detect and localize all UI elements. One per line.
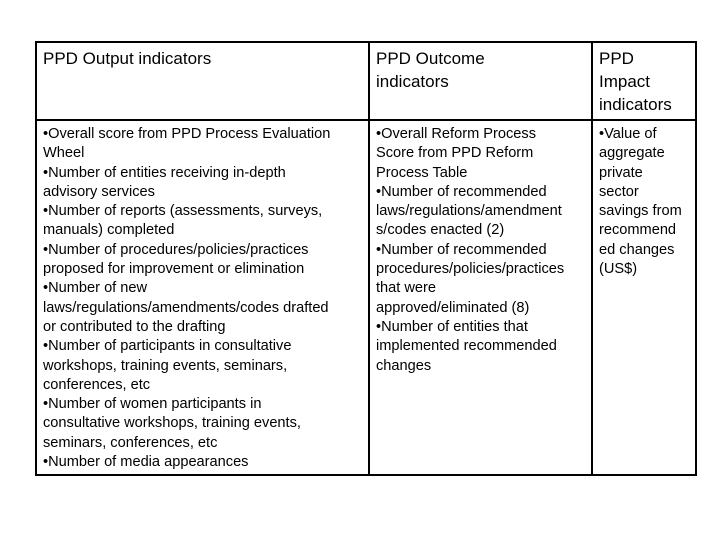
list-line: •Number of entities receiving in-depth (43, 164, 286, 181)
header-output-indicators (36, 42, 369, 120)
header-line: PPD Outcome (376, 49, 485, 68)
list-line: approved/eliminated (8) (376, 299, 530, 316)
list-line: private (599, 164, 643, 181)
list-line: Wheel (43, 145, 85, 162)
list-line: seminars, conferences, etc (43, 434, 218, 451)
table-header-row (36, 42, 696, 120)
list-line: sector (599, 183, 639, 200)
list-line: Process Table (376, 164, 468, 181)
list-line: recommend (599, 222, 677, 239)
list-line: aggregate (599, 145, 665, 162)
list-line: manuals) completed (43, 222, 175, 239)
list-line: •Number of participants in consultative (43, 338, 292, 355)
list-line: •Number of women participants in (43, 396, 262, 413)
list-line: •Number of entities that (376, 318, 528, 335)
list-line: Score from PPD Reform (376, 145, 534, 162)
list-line: •Number of reports (assessments, surveys, (43, 203, 323, 220)
list-line: that were (376, 280, 437, 297)
impact-indicators-list (592, 120, 696, 475)
list-line: •Value of (599, 126, 657, 142)
list-line: conferences, etc (43, 376, 151, 393)
list-line: implemented recommended (376, 338, 557, 355)
list-line: ed changes (599, 241, 675, 258)
list-line: laws/regulations/amendments/codes drafted (43, 299, 329, 316)
header-line: Impact (599, 72, 651, 91)
table-body-row (36, 120, 696, 475)
header-impact-indicators (592, 42, 696, 120)
list-line: changes (376, 357, 432, 374)
header-line: indicators (376, 72, 449, 91)
list-line: •Number of media appearances (43, 454, 249, 471)
list-line: •Number of recommended (376, 241, 547, 258)
outcome-indicators-list (369, 120, 592, 475)
list-line: •Overall score from PPD Process Evaluation (43, 126, 331, 142)
indicators-table (35, 41, 697, 476)
header-outcome-indicators (369, 42, 592, 120)
header-line: PPD (599, 49, 634, 68)
list-line: proposed for improvement or elimination (43, 261, 305, 278)
output-indicators-list (36, 120, 369, 475)
list-line: •Number of new (43, 280, 148, 297)
list-line: consultative workshops, training events, (43, 415, 301, 432)
list-line: •Number of recommended (376, 183, 547, 200)
list-line: workshops, training events, seminars, (43, 357, 288, 374)
list-line: •Number of procedures/policies/practices (43, 241, 309, 258)
list-line: •Overall Reform Process (376, 126, 537, 142)
list-line: s/codes enacted (2) (376, 222, 505, 239)
header-line: PPD Output indicators (43, 49, 212, 68)
list-line: procedures/policies/practices (376, 261, 565, 278)
list-line: laws/regulations/amendment (376, 203, 562, 220)
list-line: or contributed to the drafting (43, 318, 226, 335)
list-line: savings from (599, 203, 682, 220)
list-line: advisory services (43, 183, 155, 200)
list-line: (US$) (599, 261, 638, 278)
header-line: indicators (599, 95, 672, 114)
